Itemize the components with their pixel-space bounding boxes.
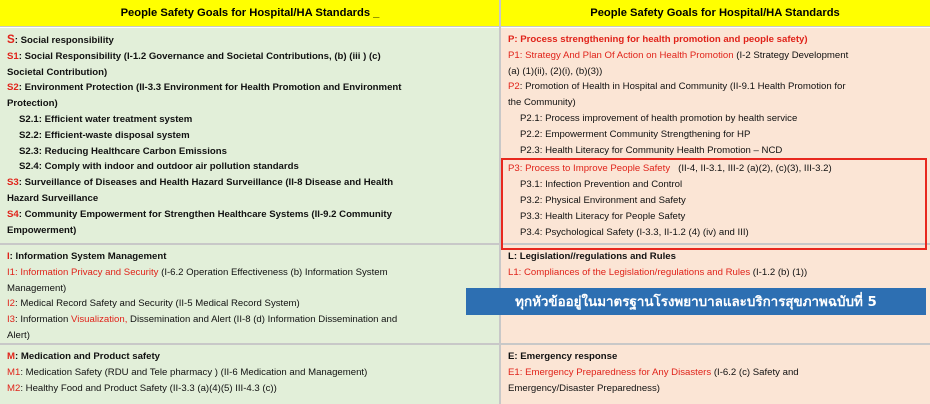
header-left-title: People Safety Goals for Hospital/HA Standards _ [120,7,380,19]
p2-1-item: P2.1: Process improvement of health promotion by health service [520,112,798,124]
p-title: P: Process strengthening for health promotion and people safety) [508,34,808,45]
m1-item: M1: Medication Safety (RDU and Tele pharmacy ) (II-6 Medication and Management) [7,366,368,378]
s2-item-cont: Protection) [7,98,58,110]
cell-social-responsibility [0,28,499,243]
s-title: S: Social responsibility [7,33,114,46]
p3-item: P3: Process to Improve People Safety (II-4, II-3.1, III-2 (a)(2), (c)(3), III-3.2) [508,163,832,175]
i2-item: I2: Medical Record Safety and Security (II-5 Medical Record System) [7,298,300,310]
l1-item: L1: Compliances of the Legislation/regulations and Rules (I-1.2 (b) (1)) [508,266,808,278]
p2-3-item: P2.3: Health Literacy for Community Health Promotion – NCD [520,144,783,156]
p2-item-cont: the Community) [508,97,576,109]
i3-item-cont: Alert) [7,329,30,341]
thai-banner-text: ทุกหัวข้ออยู่ในมาตรฐานโรงพยาบาลและบริการสุขภาพฉบับที่ 5 [515,295,877,310]
s2-item: S2: Environment Protection (II-3.3 Environment for Health Promotion and Environment [7,82,402,94]
s3-item: S3: Surveillance of Diseases and Health Hazard Surveillance (II-8 Disease and Health [7,177,394,189]
i3-item: I3: Information Visualization, Dissemination and Alert (II-8 (d) Information Dissemination and [7,314,398,326]
p3-2-item: P3.2: Physical Environment and Safety [520,194,686,206]
s1-item-cont: Societal Contribution) [7,66,108,78]
m2-item: M2: Healthy Food and Product Safety (II-3.3 (a)(4)(5) III-4.3 (c)) [7,382,277,394]
p3-1-item: P3.1: Infection Prevention and Control [520,179,683,191]
l-title: L: Legislation//regulations and Rules [508,251,676,262]
p3-3-item: P3.3: Health Literacy for People Safety [520,210,686,222]
p1-item-cont: (a) (1)(ii), (2)(i), (b)(3)) [508,65,603,77]
header-right-title: People Safety Goals for Hospital/HA Standards [590,7,840,19]
s2-3-item: S2.3: Reducing Healthcare Carbon Emissions [19,145,227,157]
s2-1-item: S2.1: Efficient water treatment system [19,113,193,125]
e1-item-cont: Emergency/Disaster Preparedness) [508,382,660,394]
p2-item: P2: Promotion of Health in Hospital and Community (II-9.1 Health Promotion for [508,81,846,93]
m-title: M: Medication and Product safety [7,351,160,362]
p3-4-item: P3.4: Psychological Safety (I-3.3, II-1.2 (4) (iv) and III) [520,226,749,238]
i-title: I: Information System Management [7,251,167,262]
e1-item: E1: Emergency Preparedness for Any Disasters (I-6.2 (c) Safety and [508,366,799,378]
p1-item: P1: Strategy And Plan Of Action on Health Promotion (I-2 Strategy Development [508,49,849,61]
highlight-box-p3 [501,158,927,250]
cell-information-system [0,245,499,343]
cell-emergency-response [501,345,930,404]
e-title: E: Emergency response [508,351,618,362]
i1-item: I1: Information Privacy and Security (I-6.2 Operation Effectiveness (b) Information System [7,266,388,278]
s4-item: S4: Community Empowerment for Strengthen Healthcare Systems (II-9.2 Community [7,208,392,220]
header-right [500,0,930,27]
cell-medication-safety [0,345,499,404]
s1-item: S1: Social Responsibility (I-1.2 Governance and Societal Contributions, (b) (iii ) (c) [7,50,381,62]
header-left [0,0,500,27]
s2-2-item: S2.2: Efficient-waste disposal system [19,129,190,141]
s2-4-item: S2.4: Comply with indoor and outdoor air pollution standards [19,161,299,173]
s4-item-cont: Empowerment) [7,224,77,236]
thai-banner [466,288,926,315]
p2-2-item: P2.2: Empowerment Community Strengthening for HP [520,128,751,140]
i1-item-cont: Management) [7,282,67,294]
s3-item-cont: Hazard Surveillance [7,192,99,204]
